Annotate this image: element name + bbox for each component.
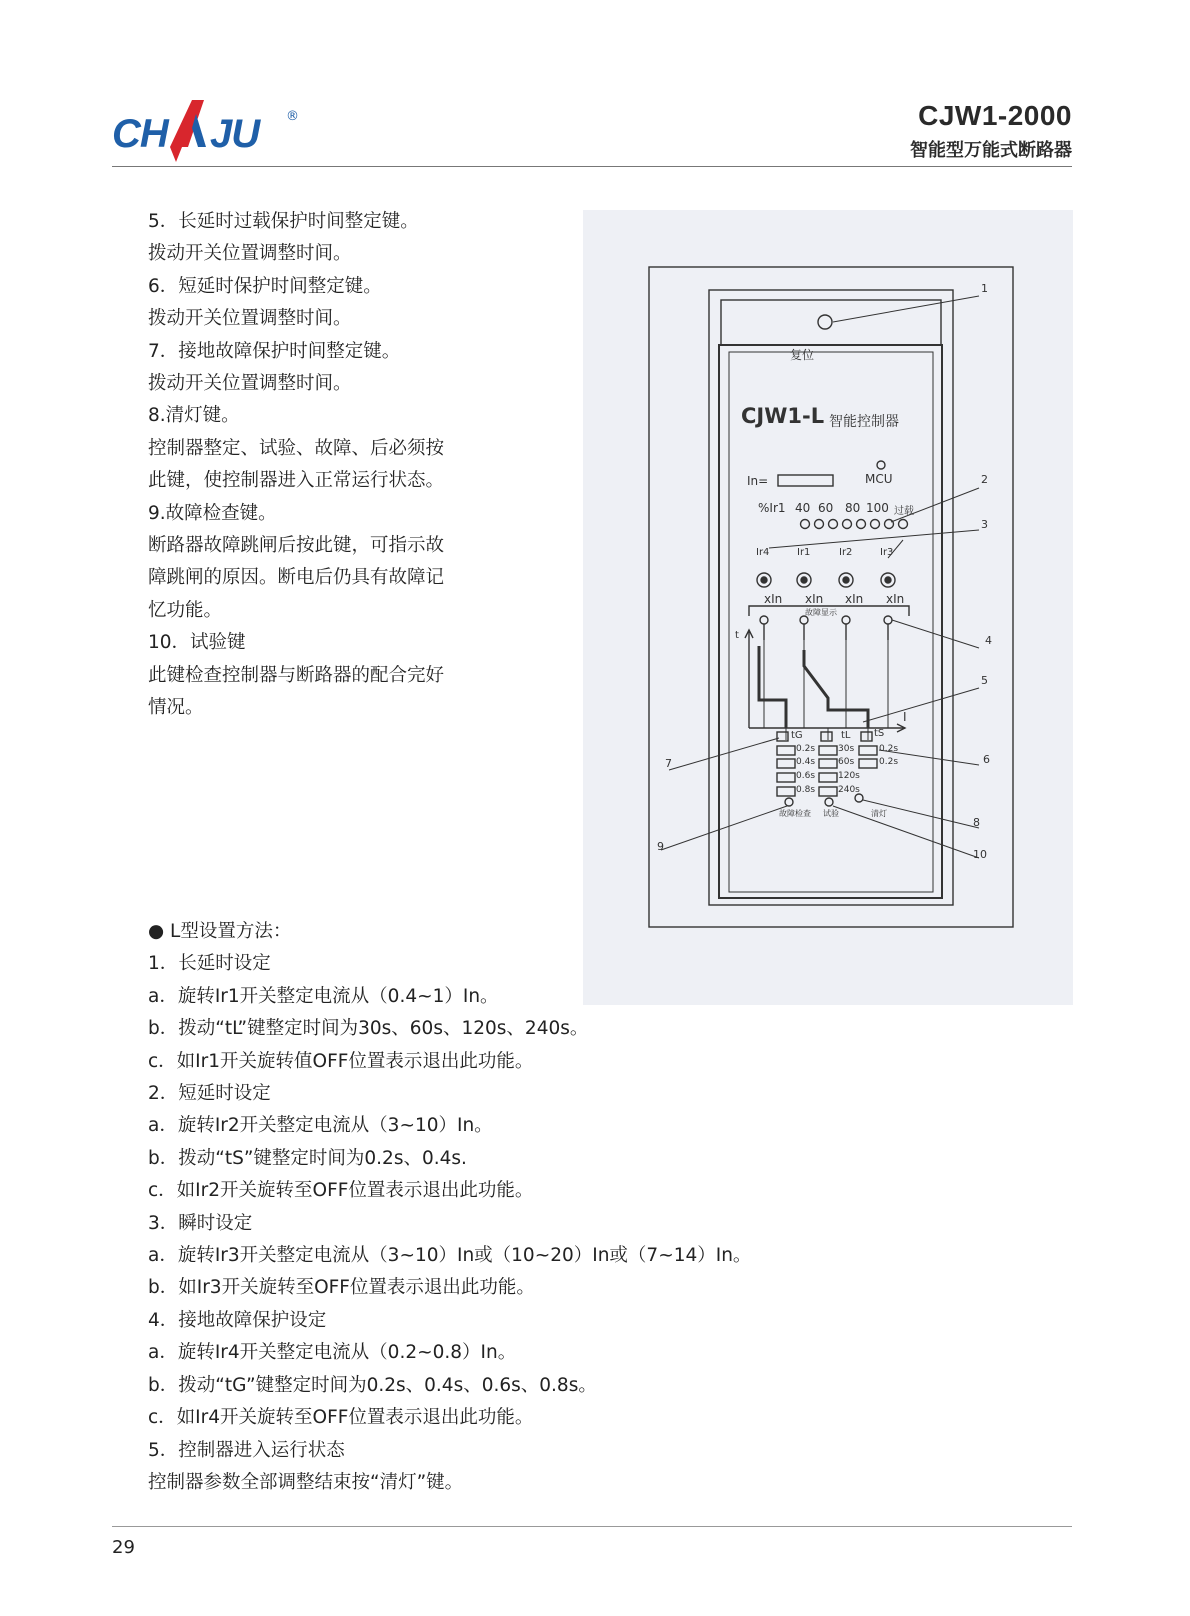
settings-line: b．拨动“tS”键整定时间为0.2s、0.4s. xyxy=(148,1147,467,1169)
desc-line: 控制器整定、试验、故障、后必须按 xyxy=(148,437,445,459)
callout-5: 5 xyxy=(981,674,988,687)
pct-value: 80 xyxy=(845,501,861,515)
axis-i-label: I xyxy=(903,710,907,724)
xin-label: xIn xyxy=(845,592,864,606)
settings-line: a．旋转Ir1开关整定电流从（0.4~1）In。 xyxy=(148,985,499,1007)
desc-line: 5．长延时过载保护时间整定键。 xyxy=(148,211,419,232)
settings-line: c．如Ir1开关旋转值OFF位置表示退出此功能。 xyxy=(148,1050,534,1072)
tg-value: 0.2s xyxy=(796,744,816,754)
callout-3: 3 xyxy=(981,518,988,531)
settings-line: 1．长延时设定 xyxy=(148,953,271,975)
footer-rule xyxy=(112,1526,1072,1527)
settings-line: a．旋转Ir3开关整定电流从（3~10）In或（10~20）In或（7~14）In。 xyxy=(148,1245,752,1267)
header-rule xyxy=(112,166,1072,167)
desc-line: 此键检查控制器与断路器的配合完好 xyxy=(148,664,445,686)
tl-label: tL xyxy=(841,730,851,741)
chaju-logo xyxy=(112,100,312,170)
settings-line: 4．接地故障保护设定 xyxy=(148,1309,327,1331)
desc-line: 9.故障检查键。 xyxy=(148,502,277,524)
pct-ir1-label: %Ir1 xyxy=(758,501,786,515)
callout-6: 6 xyxy=(983,753,990,766)
xin-label: xIn xyxy=(886,592,905,606)
settings-line: b．拨动“tL”键整定时间为30s、60s、120s、240s。 xyxy=(148,1018,589,1040)
desc-line: 情况。 xyxy=(148,697,204,719)
tg-value: 0.4s xyxy=(796,757,816,767)
tl-value: 30s xyxy=(838,744,855,754)
clear-button-label: 清灯 xyxy=(871,809,887,818)
desc-line: 7．接地故障保护时间整定键。 xyxy=(148,340,401,362)
axis-t-label: t xyxy=(735,630,739,641)
desc-line: 拨动开关位置调整时间。 xyxy=(148,373,352,395)
desc-line: 6．短延时保护时间整定键。 xyxy=(148,275,382,297)
settings-line: 3．瞬时设定 xyxy=(148,1212,253,1234)
registered-mark: ® xyxy=(286,109,299,124)
tl-value: 60s xyxy=(838,757,855,767)
callout-9: 9 xyxy=(657,840,664,853)
product-model: CJW1-2000 xyxy=(918,100,1072,131)
controller-name-label: 智能控制器 xyxy=(829,414,899,430)
knob-label-ir4: Ir4 xyxy=(756,547,770,558)
callout-10: 10 xyxy=(973,848,987,861)
test-button-label: 试验 xyxy=(823,809,839,818)
callout-8: 8 xyxy=(973,816,980,829)
fault-display-label: 故障显示 xyxy=(805,608,837,617)
desc-line: 障跳闸的原因。断电后仍具有故障记 xyxy=(148,567,445,589)
mcu-label: MCU xyxy=(865,472,893,486)
desc-line: 拨动开关位置调整时间。 xyxy=(148,308,352,330)
tl-value: 240s xyxy=(838,785,860,795)
controller-model-label: CJW1-L xyxy=(741,404,825,428)
settings-line: c．如Ir2开关旋转至OFF位置表示退出此功能。 xyxy=(148,1180,534,1202)
page-number: 29 xyxy=(112,1537,135,1558)
knob-label-ir3: Ir3 xyxy=(880,547,894,558)
settings-line: 5．控制器进入运行状态 xyxy=(148,1439,345,1461)
pct-value: 40 xyxy=(795,501,811,515)
settings-line: ● L型设置方法： xyxy=(148,921,292,942)
in-label: In= xyxy=(747,474,769,488)
desc-line: 10．试验键 xyxy=(148,632,246,654)
ts-label: tS xyxy=(874,728,885,739)
callout-2: 2 xyxy=(981,473,988,486)
fault-check-button-label: 故障检查 xyxy=(779,809,811,818)
desc-line: 此键，使控制器进入正常运行状态。 xyxy=(148,470,445,492)
settings-line: 2．短延时设定 xyxy=(148,1083,271,1105)
settings-line: a．旋转Ir2开关整定电流从（3~10）In。 xyxy=(148,1115,493,1137)
desc-line: 断路器故障跳闸后按此键，可指示故 xyxy=(148,535,445,557)
pct-value: 60 xyxy=(818,501,834,515)
settings-line: 控制器参数全部调整结束按“清灯”键。 xyxy=(148,1471,464,1493)
controller-panel-figure xyxy=(583,210,1073,1005)
settings-line: b．如Ir3开关旋转至OFF位置表示退出此功能。 xyxy=(148,1277,535,1299)
tl-value: 120s xyxy=(838,771,860,781)
tg-value: 0.8s xyxy=(796,785,816,795)
callout-1: 1 xyxy=(981,282,988,295)
settings-line: b．拨动“tG”键整定时间为0.2s、0.4s、0.6s、0.8s。 xyxy=(148,1374,597,1396)
product-subtitle: 智能型万能式断路器 xyxy=(910,140,1072,161)
settings-line: c．如Ir4开关旋转至OFF位置表示退出此功能。 xyxy=(148,1407,534,1429)
reset-label: 复位 xyxy=(790,348,815,362)
desc-line: 8.清灯键。 xyxy=(148,405,240,427)
ts-value: 0.2s xyxy=(879,757,899,767)
knob-label-ir1: Ir1 xyxy=(797,547,811,558)
key-descriptions xyxy=(148,206,444,725)
knob-label-ir2: Ir2 xyxy=(839,547,853,558)
ts-value: 0.2s xyxy=(879,744,899,754)
callout-7: 7 xyxy=(665,757,672,770)
tg-value: 0.6s xyxy=(796,771,816,781)
xin-label: xIn xyxy=(805,592,824,606)
overload-label: 过载 xyxy=(894,506,914,517)
svg-text:CH: CH xyxy=(112,112,168,156)
xin-label: xIn xyxy=(764,592,783,606)
desc-line: 拨动开关位置调整时间。 xyxy=(148,243,352,265)
callout-4: 4 xyxy=(985,634,992,647)
tg-label: tG xyxy=(791,730,803,741)
svg-text:JU: JU xyxy=(210,112,260,156)
settings-line: a．旋转Ir4开关整定电流从（0.2~0.8）In。 xyxy=(148,1342,517,1364)
desc-line: 忆功能。 xyxy=(148,599,223,621)
pct-value: 100 xyxy=(866,501,889,515)
